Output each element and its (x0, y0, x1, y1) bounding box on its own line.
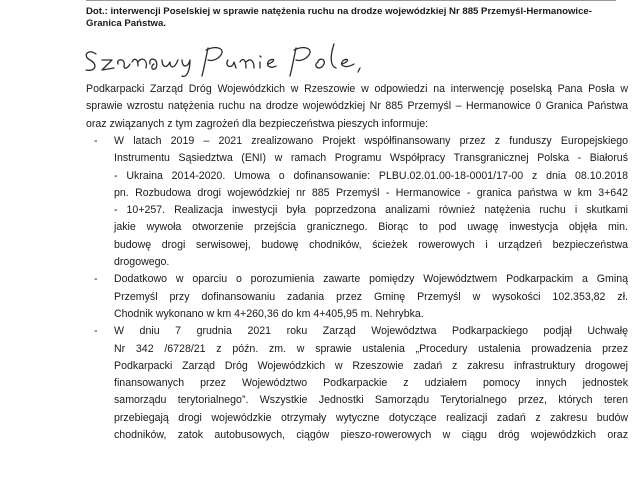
bullet-line: Instrumentu Sąsiedztwa (ENI) w ramach Programu Współpracy Transgranicznej Polska - Białoruś (114, 152, 628, 165)
bullet-list (86, 133, 628, 444)
bullet-marker: - (94, 325, 98, 338)
bullet-line: samorządu terytorialnego”. Wszystkie Jednostki Samorządu Terytorialnego przez, których teren (114, 394, 628, 407)
bullet-line: W latach 2019 – 2021 zrealizowano Projekt współfinansowany przez z funduszy Europejskiego (114, 135, 628, 147)
letter-subject: Dot.: interwencji Poselskiej w sprawie natężenia ruchu na drodze wojewódzkiej Nr 885 Przemyśl-Hermanowice-Granica Państwa. (86, 6, 592, 29)
bullet-line: W dniu 7 grudnia 2021 roku Zarząd Województwa Podkarpackiego podjął Uchwałę (114, 325, 628, 338)
bullet-line: - 10+257. Realizacja inwestycji była poprzedzona analizami również natężenia ruchu i skutkami (114, 204, 628, 217)
top-divider (86, 0, 616, 1)
bullet-line: Przemyśl przy dofinansowaniu zadania przez Gminę Przemyśl w wysokości 102.353,82 zł. (114, 290, 628, 303)
bullet-line: pn. Rozbudowa drogi wojewódzkiej nr 885 Przemyśl - Hermanowice - granica państwa w km 3+642 (114, 186, 628, 199)
bullet-line: Chodnik wykonano w km 4+260,36 do km 4+405,95 m. Nehrybka. (114, 307, 424, 320)
bullet-line: - Ukraina 2014-2020. Umowa o dofinansowanie: PLBU.02.01.00-18-0001/17-00 z dnia 08.10.2018 (114, 169, 628, 182)
bullet-line: jakie wywoła otworzenie przejścia granicznego. Biorąc to pod uwagę inwestycja objęła min. (114, 221, 628, 234)
bullet-line: chodników, zatok autobusowych, ciągów pieszo-rowerowych w ciągu dróg wojewódzkich oraz (114, 429, 628, 442)
bullet-line: finansowanych przez Województwo Podkarpackie z udziałem pomocy innych jednostek (114, 377, 628, 390)
bullet-line: Dodatkowo w oparciu o porozumienia zawarte pomiędzy Województwem Podkarpackim a Gminą (114, 273, 628, 286)
bullet-line: drogowego. (114, 256, 170, 269)
intro-line: Państwa oraz związanych z tym zagrożeń dla bezpieczeństwa pieszych informuje: (86, 100, 628, 130)
bullet-line: Podkarpacki Zarząd Dróg Wojewódzkich w Rzeszowie zadań z zakresu infrastruktury drogowej (114, 359, 628, 372)
bullet-text (114, 133, 628, 271)
bullet-text (114, 323, 628, 444)
bullet-item (86, 133, 628, 271)
bullet-marker: - (94, 273, 98, 286)
bullet-item (86, 271, 628, 323)
handwritten-salutation-signature (78, 38, 418, 80)
intro-line: w sprawie wzrostu natężenia ruchu na drodze wojewódzkiej Nr 885 Przemyśl – Hermanowice 0 Granica (86, 83, 628, 113)
bullet-line: Nr 342 /6728/21 z późn. zm. w sprawie ustalenia „Procedury ustalenia prowadzenia przez (114, 342, 628, 355)
bullet-marker: - (94, 135, 98, 147)
bullet-item (86, 323, 628, 444)
intro-line: Podkarpacki Zarząd Dróg Wojewódzkich w Rzeszowie w odpowiedzi na interwencję poselską Pana Posła (86, 83, 615, 95)
bullet-text (114, 271, 628, 323)
bullet-line: budowę drogi serwisowej, budowę chodników, ścieżek rowerowych i urządzeń bezpieczeństwa (114, 238, 628, 251)
intro-paragraph (86, 81, 628, 133)
bullet-line: przebiegają drogi wojewódzkie otrzymały wytyczne dotyczące realizacji zadań z zakresu budów (114, 411, 628, 424)
